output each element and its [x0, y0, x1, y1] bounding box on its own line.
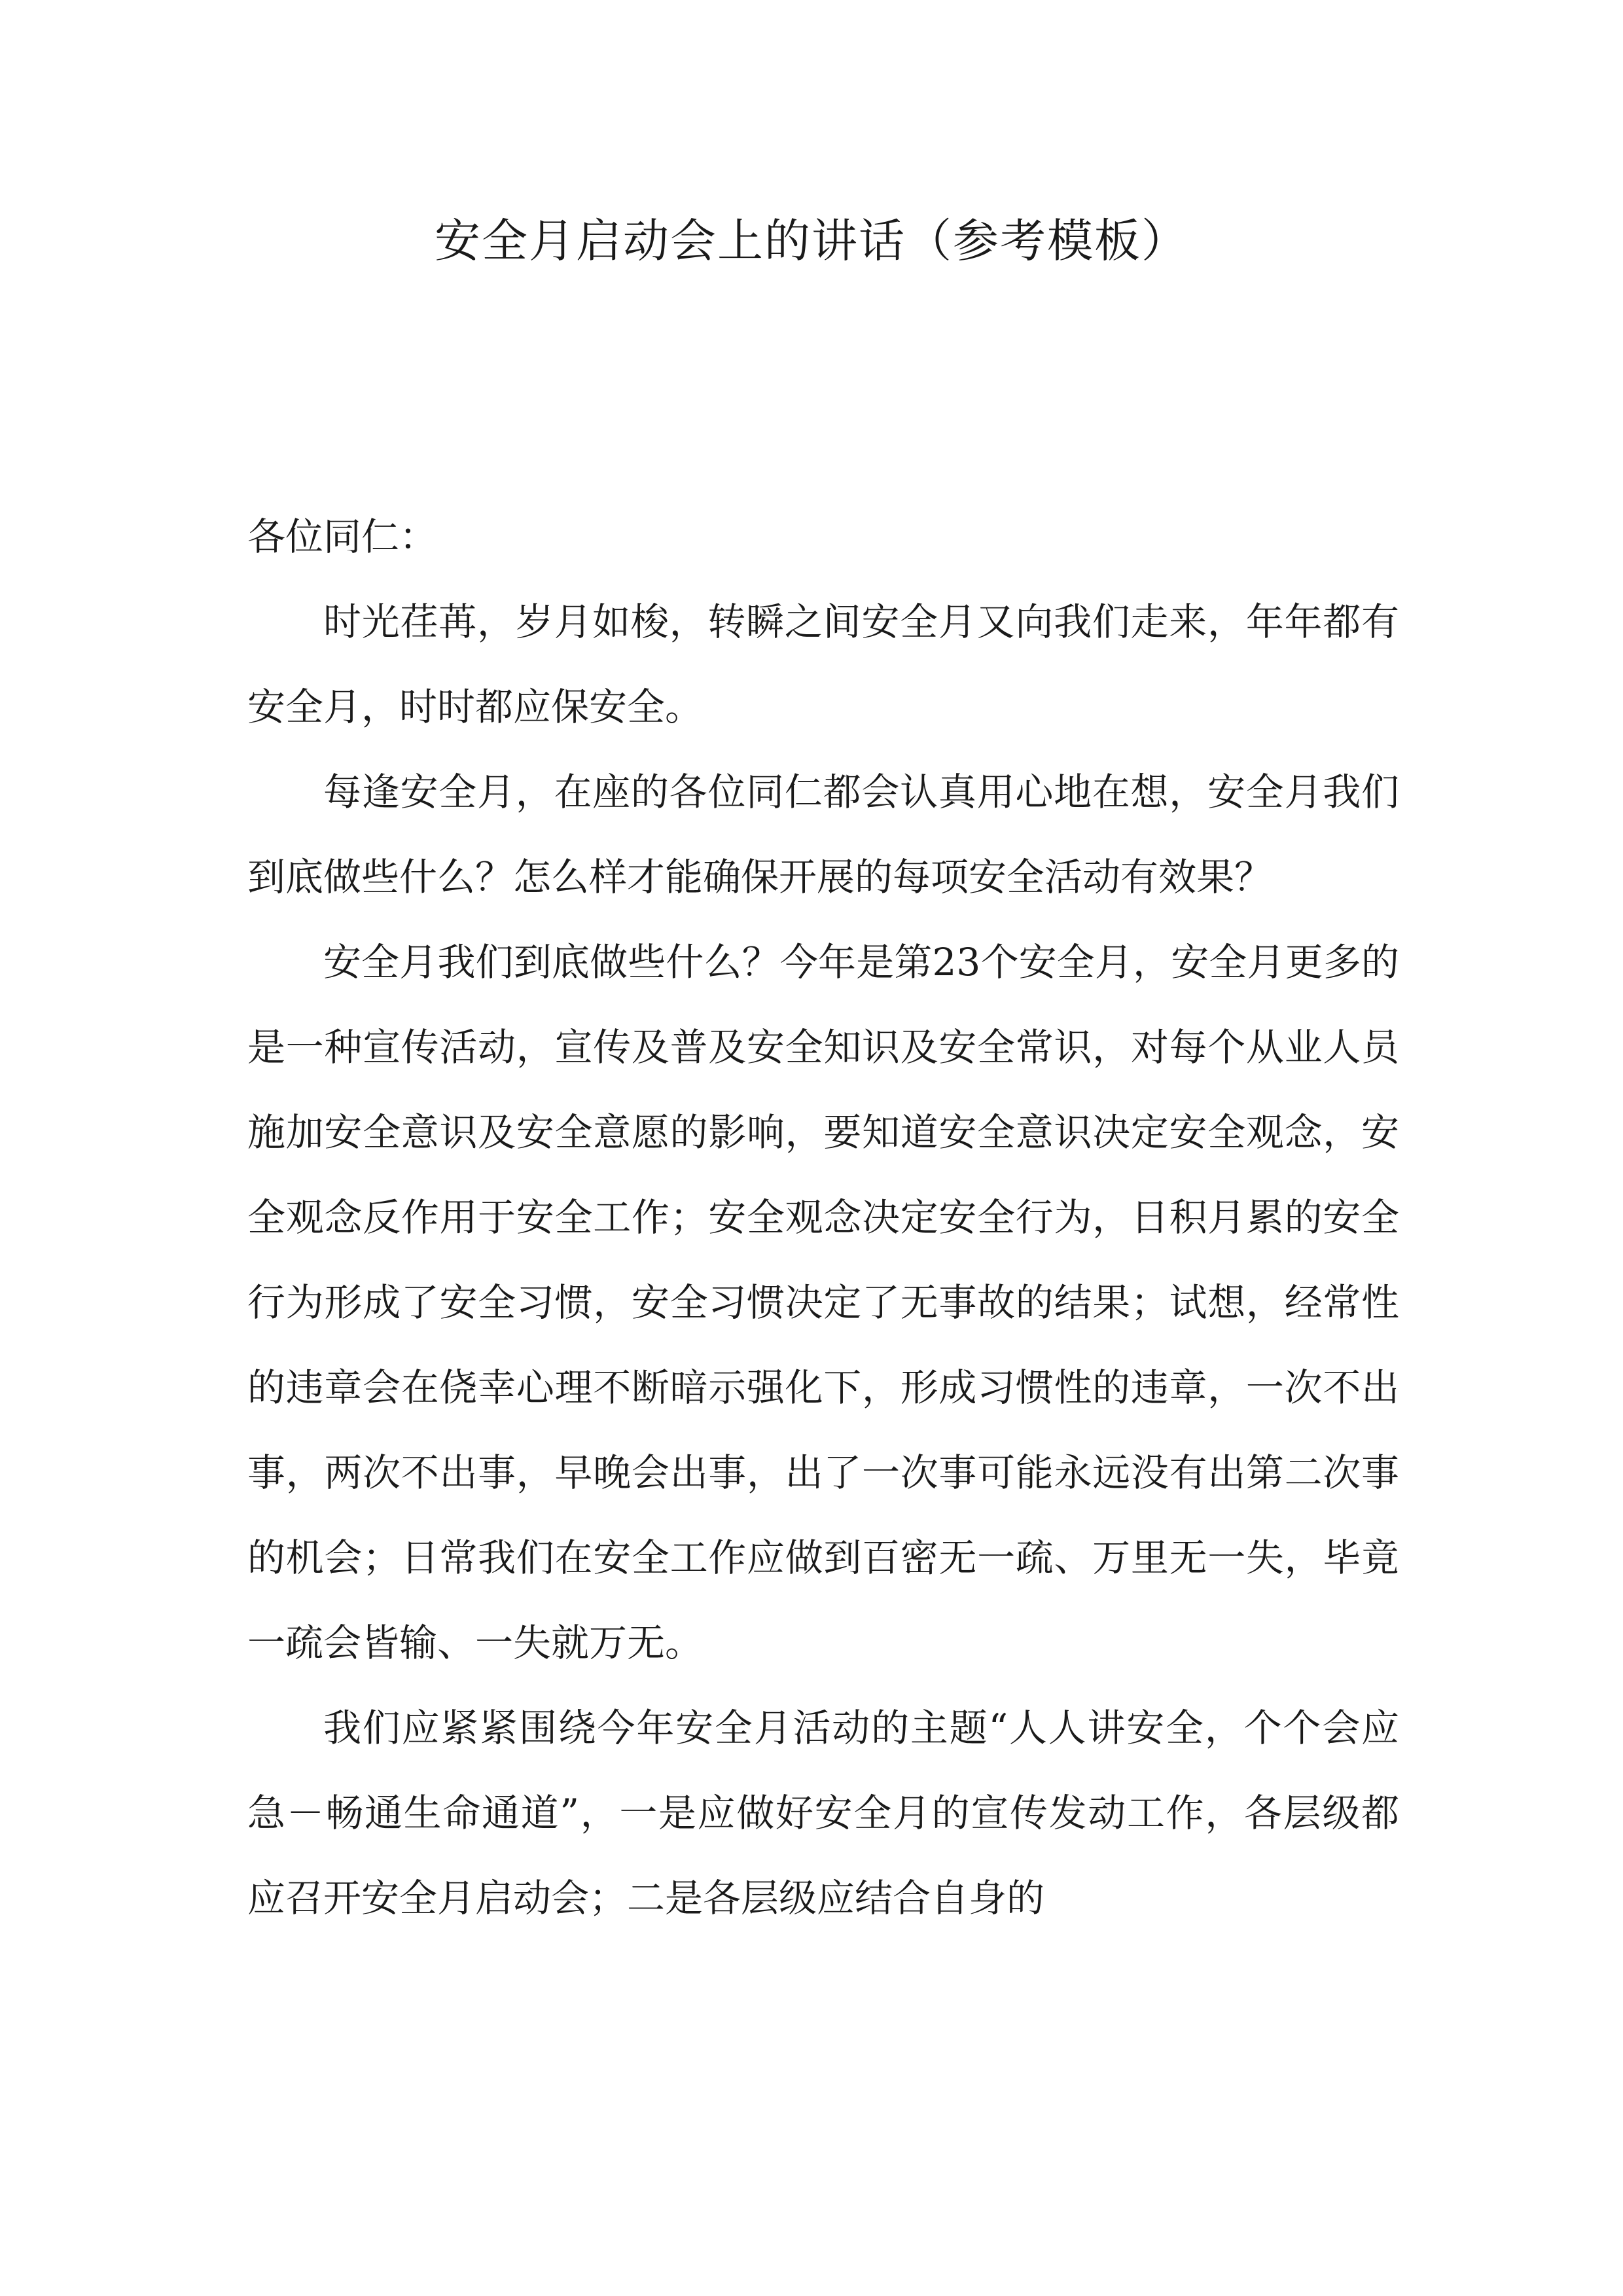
document-body: [247, 494, 1399, 1941]
salutation: 各位同仁：: [247, 514, 438, 559]
paragraph-3: 安全月我们到底做些什么？今年是第23个安全月，安全月更多的是一种宣传活动，宣传及普及安全知识及安全常识，对每个从业人员施加安全意识及安全意愿的影响，要知道安全意识决定安全观念，安全观念反作用于安全工作；安全观念决定安全行为，日积月累的安全行为形成了安全习惯，安全习惯决定了无事故的结果；试想，经常性的违章会在侥幸心理不断暗示强化下，形成习惯性的违章，一次不出事，两次不出事，早晚会出事，出了一次事可能永远没有出第二次事的机会；日常我们在安全工作应做到百密无一疏、万里无一失，毕竟一疏会皆输、一失就万无。: [247, 940, 1399, 1665]
paragraph-2: 每逢安全月，在座的各位同仁都会认真用心地在想，安全月我们到底做些什么？怎么样才能确保开展的每项安全活动有效果？: [247, 770, 1399, 899]
paragraph-4: 我们应紧紧围绕今年安全月活动的主题“人人讲安全，个个会应急－畅通生命通道”，一是应做好安全月的宣传发动工作，各层级都应召开安全月启动会；二是各层级应结合自身的: [247, 1706, 1399, 1920]
document-title: 安全月启动会上的讲话（参考模板）: [435, 214, 1188, 268]
paragraph-1: 时光荏苒，岁月如梭，转瞬之间安全月又向我们走来，年年都有安全月，时时都应保安全。: [247, 600, 1399, 729]
